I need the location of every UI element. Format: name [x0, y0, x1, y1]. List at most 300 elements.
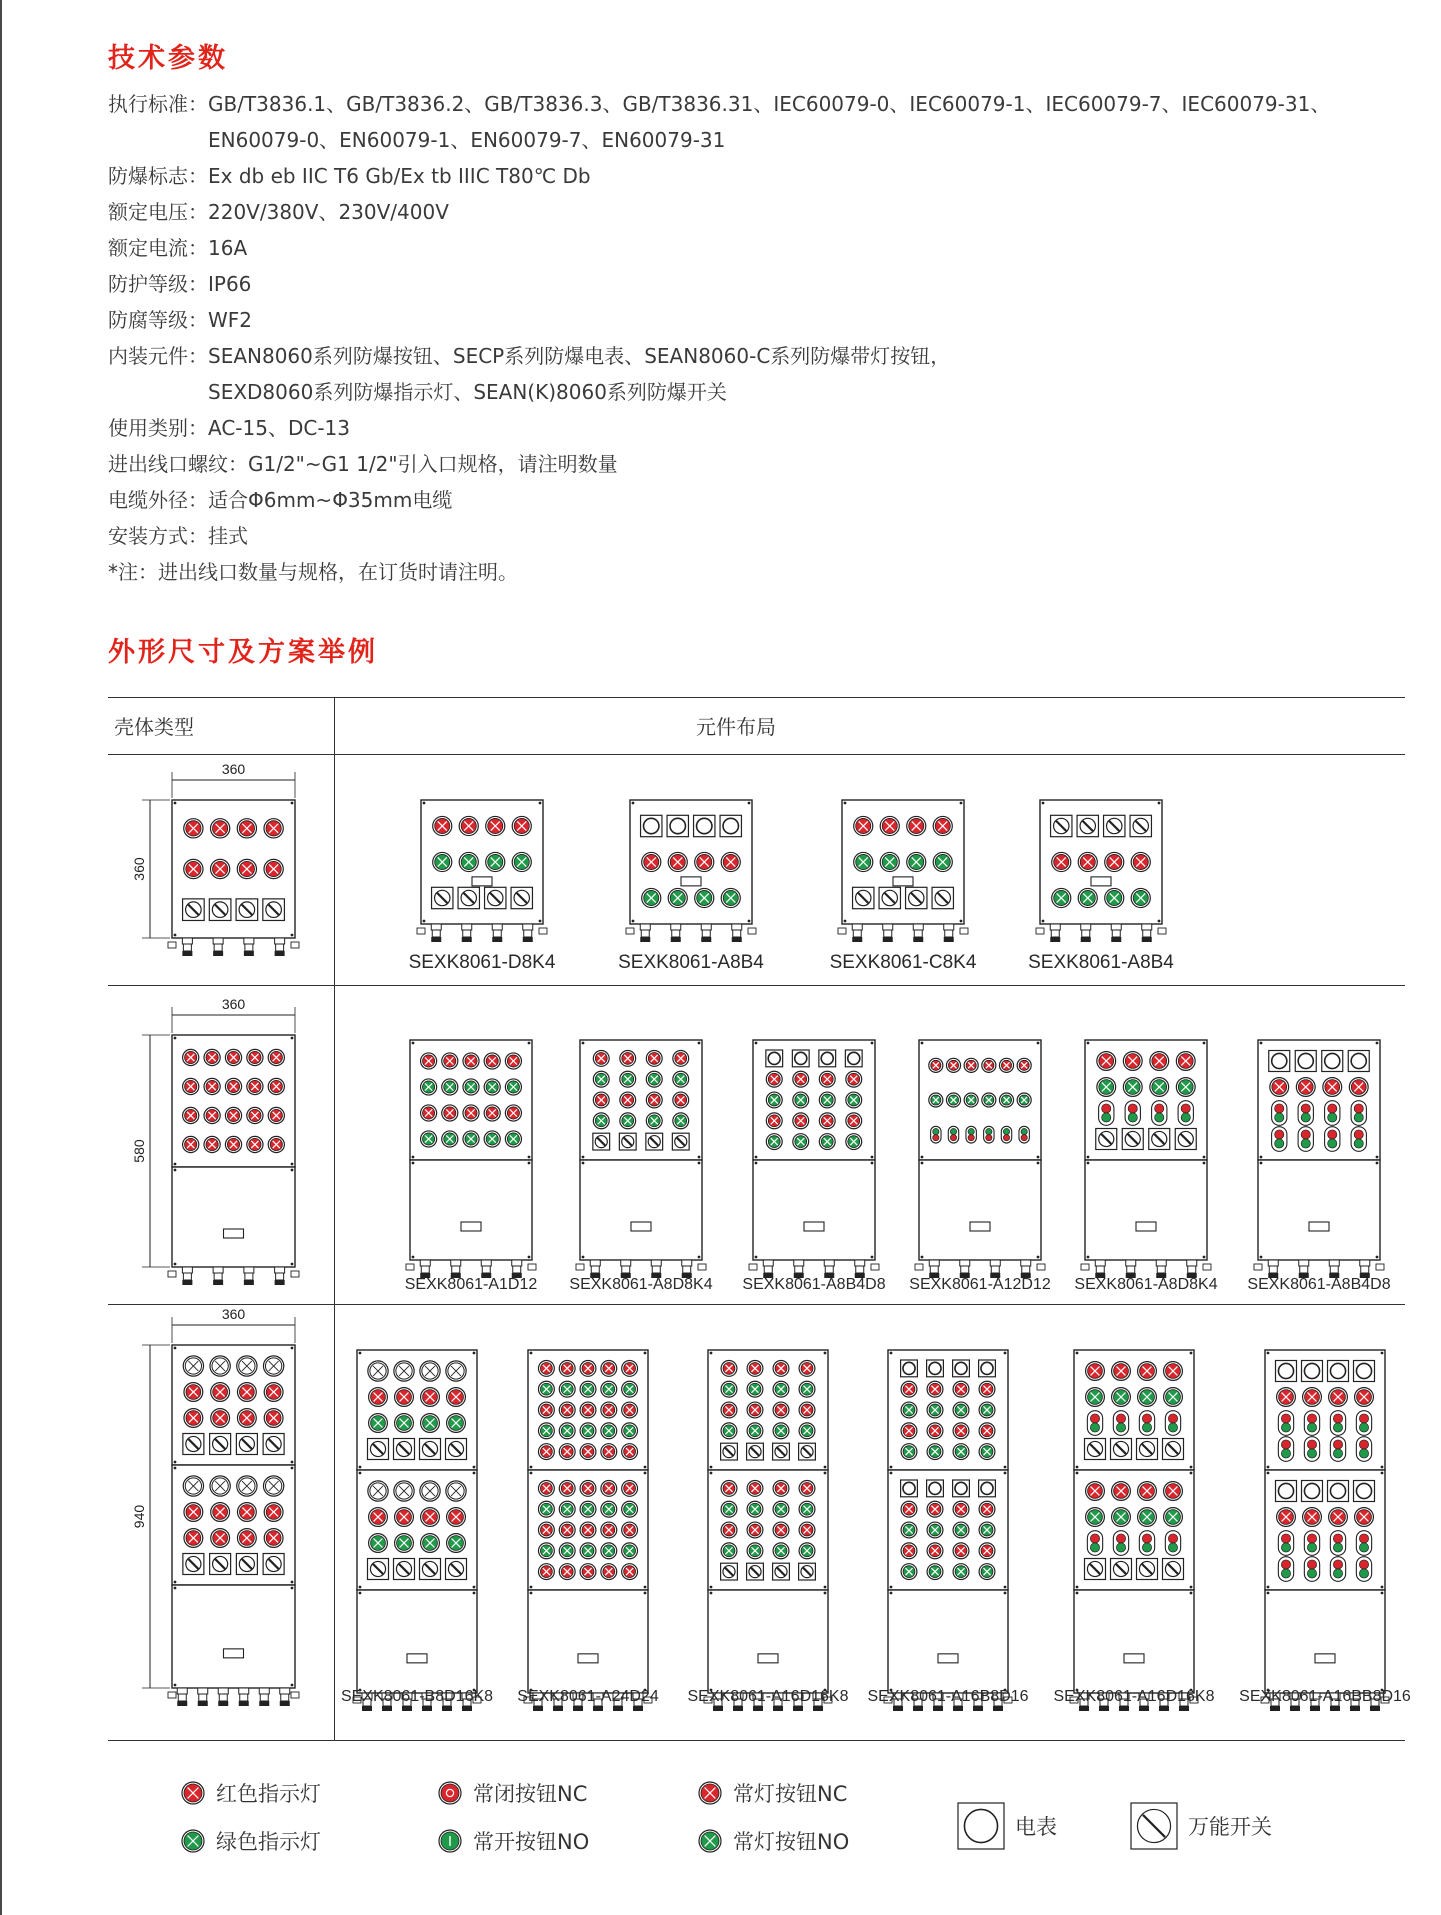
- cable-gland: [182, 1267, 192, 1273]
- nameplate: [938, 1654, 958, 1663]
- red-indicator-icon: [622, 1402, 638, 1418]
- green-indicator-icon: [538, 1501, 554, 1517]
- red-indicator-icon: [646, 1050, 662, 1066]
- red-indicator-icon: [927, 1381, 943, 1397]
- red-indicator-icon: [505, 1105, 521, 1121]
- cable-gland: [824, 1260, 834, 1266]
- green-indicator-icon: [1086, 1388, 1105, 1407]
- spec-note: *注：进出线口数量与规格，在订货时请注明。: [108, 560, 518, 584]
- no-glyph: [439, 1830, 461, 1852]
- enclosure: [1070, 1350, 1198, 1711]
- col-header-layout: 元件布局: [696, 715, 776, 739]
- green-indicator-icon: [463, 1079, 479, 1095]
- universal-switch-icon: [511, 887, 532, 908]
- green-indicator-icon: [601, 1543, 617, 1559]
- nc-glyph: [439, 1782, 461, 1804]
- enclosure-section: [357, 1590, 477, 1693]
- lit-button-icon: [1087, 1531, 1102, 1556]
- enclosure: [915, 1040, 1045, 1278]
- cable-gland: [1111, 924, 1121, 930]
- red-indicator-icon: [593, 1092, 609, 1108]
- red-indicator-icon: [268, 1107, 284, 1123]
- cable-gland: [259, 1688, 269, 1694]
- meter-icon: [1354, 1361, 1375, 1382]
- green-indicator-icon: [979, 1564, 995, 1580]
- legend-item: [178, 1826, 321, 1856]
- meter-icon: [979, 1480, 996, 1497]
- spec-value-line: 16A: [208, 236, 248, 260]
- red-indicator-icon: [927, 1501, 943, 1517]
- green-indicator-icon: [819, 1092, 835, 1108]
- lit-button-icon: [1351, 1127, 1366, 1152]
- red-indicator-icon: [486, 816, 505, 835]
- cable-gland: [929, 1260, 939, 1266]
- green-indicator-icon: [484, 1131, 500, 1147]
- legend-item: [435, 1778, 587, 1808]
- red-indicator-icon: [622, 1480, 638, 1496]
- green-indicator-icon: [946, 1093, 960, 1107]
- legend-label: 红色指示灯: [216, 1782, 321, 1806]
- red-indicator-icon: [773, 1360, 789, 1376]
- red-indicator-icon: [225, 1078, 241, 1094]
- red-indicator-icon: [369, 1508, 388, 1527]
- green-indicator-icon: [447, 1534, 466, 1553]
- red-indicator-icon: [773, 1480, 789, 1496]
- lit-button-icon: [1165, 1411, 1180, 1436]
- enclosure-section: [708, 1590, 828, 1693]
- mounting-lug: [1203, 1264, 1211, 1270]
- red-indicator-icon: [538, 1444, 554, 1460]
- red-indicator-icon: [264, 819, 283, 838]
- mounting-lug: [960, 928, 968, 934]
- green-indicator-icon: [766, 1092, 782, 1108]
- enclosure-example: [576, 1040, 706, 1278]
- meter-icon: [953, 1480, 970, 1497]
- enclosure: [417, 800, 547, 942]
- mounting-lug: [749, 1264, 757, 1270]
- model-label: SEXK8061-A16D16K8: [687, 1688, 849, 1705]
- mounting-lug: [291, 1692, 299, 1698]
- red-indicator-icon: [237, 1409, 256, 1428]
- red-indicator-icon: [1123, 1052, 1142, 1071]
- green-indicator-icon: [463, 1131, 479, 1147]
- cable-gland: [1299, 1260, 1309, 1266]
- meter-icon: [1328, 1361, 1349, 1382]
- green-indicator-icon: [799, 1543, 815, 1559]
- enclosure-example: [838, 800, 968, 942]
- enclosure: [1036, 800, 1166, 942]
- mounting-lug: [168, 1271, 176, 1277]
- spec-value-line: 适合Φ6mm~Φ35mm电缆: [208, 488, 453, 512]
- lit-button-icon: [1356, 1557, 1371, 1582]
- red-indicator-icon: [979, 1501, 995, 1517]
- spec-label: 内装元件：: [108, 344, 208, 368]
- universal-switch-icon: [183, 1554, 204, 1575]
- meter-icon: [1348, 1051, 1369, 1072]
- red-indicator-icon: [622, 1522, 638, 1538]
- universal-switch-icon: [1085, 1559, 1106, 1580]
- spec-value-line: SEAN8060系列防爆按钮、SECP系列防爆电表、SEAN8060-C系列防爆带灯按钮，: [208, 344, 951, 368]
- red-indicator-icon: [178, 1778, 208, 1808]
- red-indicator-icon: [1112, 1482, 1131, 1501]
- green-indicator-icon: [927, 1522, 943, 1538]
- lit-button-icon: [1165, 1531, 1180, 1556]
- enclosure-example: [1070, 1350, 1198, 1711]
- model-label: SEXK8061-A8D8K4: [1074, 1276, 1218, 1293]
- green-indicator-icon: [1105, 888, 1124, 907]
- enclosure: [168, 1035, 299, 1285]
- lit-button-icon: [1272, 1101, 1287, 1126]
- meter-icon: [766, 1050, 783, 1067]
- green-indicator-icon: [538, 1423, 554, 1439]
- green-indicator-icon: [1176, 1078, 1195, 1097]
- red-indicator-icon: [580, 1522, 596, 1538]
- red-indicator-icon: [184, 1529, 203, 1548]
- red-indicator-icon: [264, 859, 283, 878]
- red-indicator-icon: [721, 852, 740, 871]
- mounting-lug: [1254, 1264, 1262, 1270]
- legend-label: 常灯按钮NC: [733, 1782, 848, 1806]
- nameplate: [681, 877, 701, 886]
- meter-icon: [927, 1480, 944, 1497]
- universal-switch-icon: [1085, 1439, 1106, 1460]
- green-indicator-icon: [927, 1444, 943, 1460]
- enclosure: [884, 1350, 1012, 1711]
- red-indicator-icon: [268, 1136, 284, 1152]
- cable-gland: [590, 1260, 600, 1266]
- enclosure-example: [417, 800, 547, 942]
- red-indicator-icon: [673, 1050, 689, 1066]
- red-indicator-icon: [1105, 852, 1124, 871]
- spec-value-line: AC-15、DC-13: [208, 416, 350, 440]
- green-indicator-icon: [505, 1079, 521, 1095]
- red-indicator-icon: [184, 819, 203, 838]
- green-indicator-icon: [447, 1414, 466, 1433]
- red-indicator-icon: [642, 852, 661, 871]
- cable-gland: [651, 1260, 661, 1266]
- model-label: SEXK8061-A8B4: [1028, 952, 1174, 973]
- mounting-lug: [417, 928, 425, 934]
- cable-gland: [462, 924, 472, 930]
- red-indicator-icon: [264, 1529, 283, 1548]
- width-dimension-text: 360: [221, 761, 246, 777]
- red-indicator-icon: [1164, 1362, 1183, 1381]
- green-indicator-icon: [1086, 1508, 1105, 1527]
- model-label: SEXK8061-C8K4: [829, 952, 977, 973]
- universal-switch-icon: [1104, 815, 1125, 836]
- red-indicator-icon: [601, 1480, 617, 1496]
- lit-button-icon: [1325, 1101, 1340, 1126]
- width-dimension-text: 360: [221, 1306, 246, 1322]
- lit-button-icon: [1304, 1557, 1319, 1582]
- meter-icon: [845, 1050, 862, 1067]
- red-indicator-icon: [799, 1522, 815, 1538]
- red-indicator-icon: [1277, 1508, 1296, 1527]
- green-indicator-icon: [1097, 1078, 1116, 1097]
- lit-button-icon: [1325, 1127, 1340, 1152]
- cable-gland: [177, 1688, 187, 1694]
- green-indicator-icon: [486, 852, 505, 871]
- red-indicator-icon: [237, 1529, 256, 1548]
- height-dimension-text: 940: [131, 1504, 147, 1529]
- nameplate: [224, 1229, 244, 1238]
- enclosure-example: [1036, 800, 1166, 942]
- green-indicator-icon: [178, 1826, 208, 1856]
- red-indicator-icon: [211, 1503, 230, 1522]
- meter-icon: [792, 1050, 809, 1067]
- green-indicator-icon: [620, 1113, 636, 1129]
- green-indicator-icon: [695, 888, 714, 907]
- lamp-outline-icon: [446, 1361, 466, 1381]
- green-indicator-icon: [979, 1402, 995, 1418]
- green-indicator-icon: [642, 888, 661, 907]
- cable-gland: [671, 924, 681, 930]
- green-indicator-icon: [747, 1543, 763, 1559]
- universal-switch-icon: [1163, 1439, 1184, 1460]
- model-label: SEXK8061-A8D8K4: [569, 1276, 713, 1293]
- green-indicator-icon: [901, 1444, 917, 1460]
- red-indicator-icon: [901, 1423, 917, 1439]
- red-indicator-icon: [463, 1053, 479, 1069]
- green-indicator-icon: [580, 1543, 596, 1559]
- lit-button-icon: [1356, 1531, 1371, 1556]
- green-indicator-icon: [721, 888, 740, 907]
- red-indicator-icon: [183, 1078, 199, 1094]
- enclosure-section: [888, 1590, 1008, 1693]
- universal-switch-icon: [1111, 1439, 1132, 1460]
- nameplate: [970, 1222, 990, 1231]
- spec-value-line: Ex db eb IIC T6 Gb/Ex tb IIIC T80℃ Db: [208, 164, 591, 188]
- red-indicator-icon: [538, 1402, 554, 1418]
- cable-gland: [1187, 1260, 1197, 1266]
- lamp-outline-icon: [237, 1356, 257, 1376]
- red-indicator-icon: [766, 1113, 782, 1129]
- green-indicator-icon: [580, 1501, 596, 1517]
- cable-gland: [275, 938, 285, 944]
- lamp-outline-icon: [183, 1356, 203, 1376]
- red-indicator-icon: [721, 1360, 737, 1376]
- red-indicator-icon: [799, 1402, 815, 1418]
- universal-switch-icon: [394, 1559, 415, 1580]
- red-indicator-icon: [512, 816, 531, 835]
- green-indicator-icon: [395, 1534, 414, 1553]
- universal-switch-icon: [210, 1434, 231, 1455]
- lit-button-icon: [984, 1126, 994, 1143]
- lamp-outline-icon: [263, 1356, 283, 1376]
- red-indicator-icon: [622, 1360, 638, 1376]
- green-indicator-icon: [421, 1079, 437, 1095]
- mounting-lug: [915, 1264, 923, 1270]
- red-indicator-icon: [1329, 1508, 1348, 1527]
- cable-gland: [275, 1267, 285, 1273]
- green-indicator-icon: [421, 1414, 440, 1433]
- lit-button-icon: [1304, 1531, 1319, 1556]
- universal-switch-icon: [420, 1439, 441, 1460]
- universal-switch-icon: [1111, 1559, 1132, 1580]
- red-indicator-icon: [999, 1058, 1013, 1072]
- red-indicator-icon: [1017, 1058, 1031, 1072]
- green-indicator-icon: [721, 1423, 737, 1439]
- green-indicator-icon: [793, 1134, 809, 1150]
- green-indicator-icon: [673, 1113, 689, 1129]
- red-indicator-icon: [1349, 1078, 1368, 1097]
- universal-switch-icon: [1051, 815, 1072, 836]
- lit-button-icon: [1272, 1127, 1287, 1152]
- enclosure: [524, 1350, 652, 1711]
- red-indicator-icon: [184, 1383, 203, 1402]
- lamp-outline-icon: [446, 1481, 466, 1501]
- nameplate: [631, 1222, 651, 1231]
- red-indicator-icon: [442, 1105, 458, 1121]
- red-indicator-icon: [559, 1564, 575, 1580]
- red-indicator-icon: [580, 1480, 596, 1496]
- spec-value-line: GB/T3836.1、GB/T3836.2、GB/T3836.3、GB/T3836.31、IEC60079-0、IEC60079-1、IEC60079-7、IEC60079-31、: [208, 92, 1331, 116]
- red-indicator-icon: [264, 1409, 283, 1428]
- lit-button-icon: [966, 1126, 976, 1143]
- red-indicator-icon: [819, 1113, 835, 1129]
- mounting-lug: [838, 928, 846, 934]
- mounting-lug: [168, 942, 176, 948]
- nameplate: [893, 877, 913, 886]
- red-indicator-icon: [237, 1503, 256, 1522]
- red-indicator-icon: [538, 1480, 554, 1496]
- red-indicator-icon: [773, 1402, 789, 1418]
- red-indicator-icon: [979, 1381, 995, 1397]
- spec-label: 电缆外径：: [108, 488, 208, 512]
- red-indicator-icon: [1176, 1052, 1195, 1071]
- red-indicator-icon: [183, 1107, 199, 1123]
- red-indicator-icon: [580, 1444, 596, 1460]
- green-indicator-icon: [395, 1414, 414, 1433]
- spec-value-line: G1/2"~G1 1/2"引入口规格，请注明数量: [248, 452, 618, 476]
- mounting-lug: [871, 1264, 879, 1270]
- green-indicator-icon: [933, 852, 952, 871]
- cable-gland: [1360, 1260, 1370, 1266]
- universal-switch-icon: [210, 1554, 231, 1575]
- red-indicator-icon: [721, 1522, 737, 1538]
- cable-gland: [794, 1260, 804, 1266]
- meter-icon: [901, 1360, 918, 1377]
- enclosure: [1261, 1350, 1389, 1711]
- lit-button-icon: [1351, 1101, 1366, 1126]
- meter-icon: [1295, 1051, 1316, 1072]
- meter-icon: [979, 1360, 996, 1377]
- red-indicator-icon: [421, 1508, 440, 1527]
- cable-gland: [1021, 1260, 1031, 1266]
- red-indicator-icon: [773, 1522, 789, 1538]
- cable-gland: [640, 924, 650, 930]
- red-indicator-icon: [927, 1423, 943, 1439]
- enclosure-example: [353, 1350, 481, 1711]
- red-indicator-icon: [721, 1480, 737, 1496]
- lit-button-icon: [1304, 1437, 1319, 1462]
- red-indicator-icon: [247, 1136, 263, 1152]
- green-indicator-icon: [1017, 1093, 1031, 1107]
- cable-gland: [451, 1260, 461, 1266]
- enclosure-section: [172, 1167, 295, 1267]
- universal-switch-icon: [1128, 1800, 1180, 1852]
- green-indicator-icon: [773, 1423, 789, 1439]
- lit-button-icon: [1139, 1531, 1154, 1556]
- universal-switch-icon: [183, 1434, 204, 1455]
- enclosure: [353, 1350, 481, 1711]
- red-indicator-icon: [580, 1402, 596, 1418]
- universal-switch-icon: [236, 1434, 257, 1455]
- red-indicator-icon: [1270, 1078, 1289, 1097]
- universal-switch-icon: [1137, 1559, 1158, 1580]
- green-indicator-icon: [979, 1444, 995, 1460]
- enclosure-section: [753, 1160, 875, 1260]
- meter-icon: [667, 815, 688, 836]
- lamp-outline-icon: [237, 1476, 257, 1496]
- red-indicator-icon: [979, 1543, 995, 1559]
- red-indicator-icon: [225, 1107, 241, 1123]
- mounting-lug: [1037, 1264, 1045, 1270]
- red-indicator-icon: [929, 1058, 943, 1072]
- cable-gland: [420, 1260, 430, 1266]
- red-indicator-icon: [1323, 1078, 1342, 1097]
- universal-switch-icon: [672, 1133, 689, 1150]
- cable-gland: [732, 924, 742, 930]
- cable-gland: [280, 1688, 290, 1694]
- cable-gland: [213, 938, 223, 944]
- enclosure-example: [704, 1350, 832, 1711]
- green-indicator-icon: [1112, 1388, 1131, 1407]
- red-indicator-icon: [901, 1501, 917, 1517]
- enclosure-section: [1074, 1590, 1194, 1693]
- mounting-lug: [528, 1264, 536, 1270]
- universal-switch-icon: [446, 1559, 467, 1580]
- red-indicator-icon: [1355, 1388, 1374, 1407]
- meter-icon: [1276, 1361, 1297, 1382]
- width-dimension-text: 360: [221, 996, 246, 1012]
- red-indicator-icon: [1277, 1388, 1296, 1407]
- green-indicator-icon: [622, 1423, 638, 1439]
- red-indicator-icon: [953, 1501, 969, 1517]
- nameplate: [578, 1654, 598, 1663]
- red-indicator-icon: [747, 1402, 763, 1418]
- meter-icon: [901, 1480, 918, 1497]
- nameplate: [224, 1649, 244, 1658]
- red-indicator-icon: [225, 1049, 241, 1065]
- enclosure: [749, 1040, 879, 1278]
- red-indicator-icon: [601, 1402, 617, 1418]
- universal-switch-icon: [1149, 1129, 1170, 1150]
- dimension-drawing: [131, 996, 299, 1285]
- green-indicator-icon: [484, 1079, 500, 1095]
- model-label: SEXK8061-A16B8D16: [867, 1688, 1029, 1705]
- green-indicator-icon: [1112, 1508, 1131, 1527]
- red-indicator-icon: [964, 1058, 978, 1072]
- legend-item: [435, 1826, 589, 1856]
- enclosure: [406, 1040, 536, 1278]
- red-indicator-icon: [766, 1071, 782, 1087]
- green-indicator-icon: [442, 1079, 458, 1095]
- green-indicator-icon: [559, 1501, 575, 1517]
- universal-switch-icon: [879, 887, 900, 908]
- enclosure: [168, 800, 299, 956]
- meter-icon: [1302, 1361, 1323, 1382]
- meter-icon: [1276, 1481, 1297, 1502]
- green-indicator-icon: [953, 1444, 969, 1460]
- universal-switch-icon: [747, 1563, 764, 1580]
- red-indicator-icon: [982, 1058, 996, 1072]
- red-indicator-icon: [559, 1402, 575, 1418]
- green-indicator-icon: [721, 1543, 737, 1559]
- green-indicator-icon: [538, 1543, 554, 1559]
- nc-button-icon: [435, 1778, 465, 1808]
- red-indicator-icon: [933, 816, 952, 835]
